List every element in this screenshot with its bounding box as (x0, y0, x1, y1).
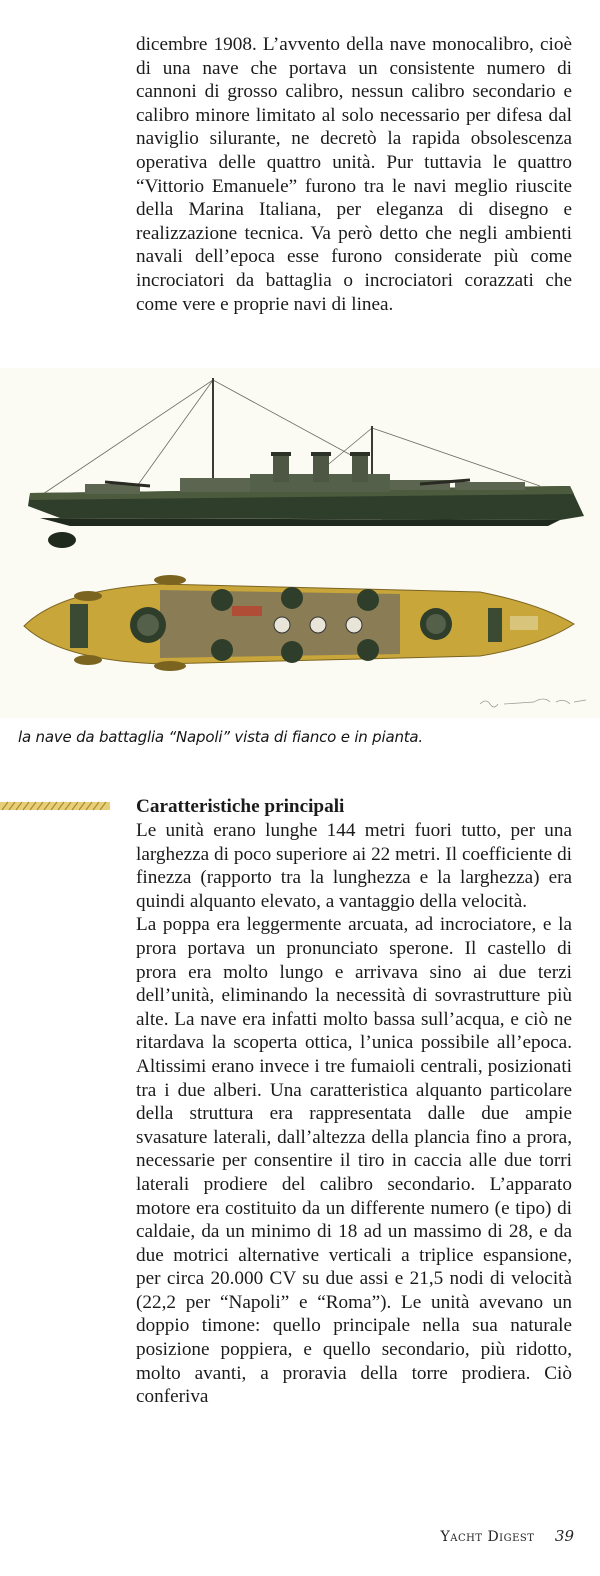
funnel-1 (273, 452, 289, 482)
intro-paragraph: dicembre 1908. L’avvento della nave monocalibro, cioè di una nave che portava un consistente numero di cannoni di grosso calibro, nessun calibro secondario e calibro minore limitato al solo necessario per difesa dal naviglio silurante, ne decretò la rapida obsolescenza operativa delle quattro unità. Pur tuttavia le quattro “Vittorio Emanuele” furono tra le navi meglio riuscite della Marina Italiana, per eleganza di disegno e realizzazione tecnica. Va però detto che negli ambienti navali dell’epoca esse furono considerate più come incrociatori da battaglia o incrociatori corazzati che come vere e proprie navi di linea. (136, 34, 572, 315)
paragraph-structure: La poppa era leggermente arcuata, ad incrociatore, e la prora portava un pronunciato sperone. Il castello di prora era molto lungo e arrivava sino ai due terzi dell’unità, eliminando la necessità di sovrastrutture più alte. La nave era infatti molto bassa sull’acqua, e ciò ne ritardava la scoperta ottica, l’unica possibile all’epoca. Altissimi erano invece i tre fumaioli centrali, posizionati tra i due alberi. Una caratteristica alquanto particolare della struttura era rappresentata dalle due ampie svasature laterali, dall’altezza della plancia fino a prora, necessarie per consentire il tiro in caccia alle due torri laterali prodiere del calibro secondario. L’apparato motore era costituito da un differente numero (e tipo) di caldaie, da un minimo di 18 ad un massimo di 28, e da due motrici alternative verticali a triplice espansione, per circa 20.000 CV su due assi e 21,5 nodi di velocità (22,2 per “Napoli” e “Roma”). Le unità avevano un doppio timone: quello principale nella sua naturale posizione poppiera, e quello secondario, più ridotto, molto avanti, a proravia della torre prodiera. Ciò conferiva (136, 914, 572, 1408)
plan-view (24, 575, 574, 671)
napoli-drawing (0, 368, 600, 718)
section-body (136, 819, 572, 1409)
ship-illustration (0, 368, 600, 718)
figure-caption: la nave da battaglia “Napoli” vista di fianco e in pianta. (18, 728, 423, 746)
page-number: 39 (554, 1527, 574, 1545)
funnel-2 (313, 452, 329, 482)
artist-signature (480, 699, 586, 707)
rope-ornament (0, 797, 110, 815)
paragraph-dimensions: Le unità erano lunghe 144 metri fuori tutto, per una larghezza di poco superiore ai 22 metri. Il coefficiente di finezza (rapporto tra la lunghezza e la larghezza) era quindi alquanto elevato, a vantaggio della velocità. (136, 820, 572, 912)
page-footer (441, 1527, 575, 1545)
magazine-name: Yacht Digest (440, 1529, 535, 1545)
section-heading: Caratteristiche principali (136, 796, 345, 817)
side-view (28, 452, 584, 548)
funnel-3 (352, 452, 368, 482)
